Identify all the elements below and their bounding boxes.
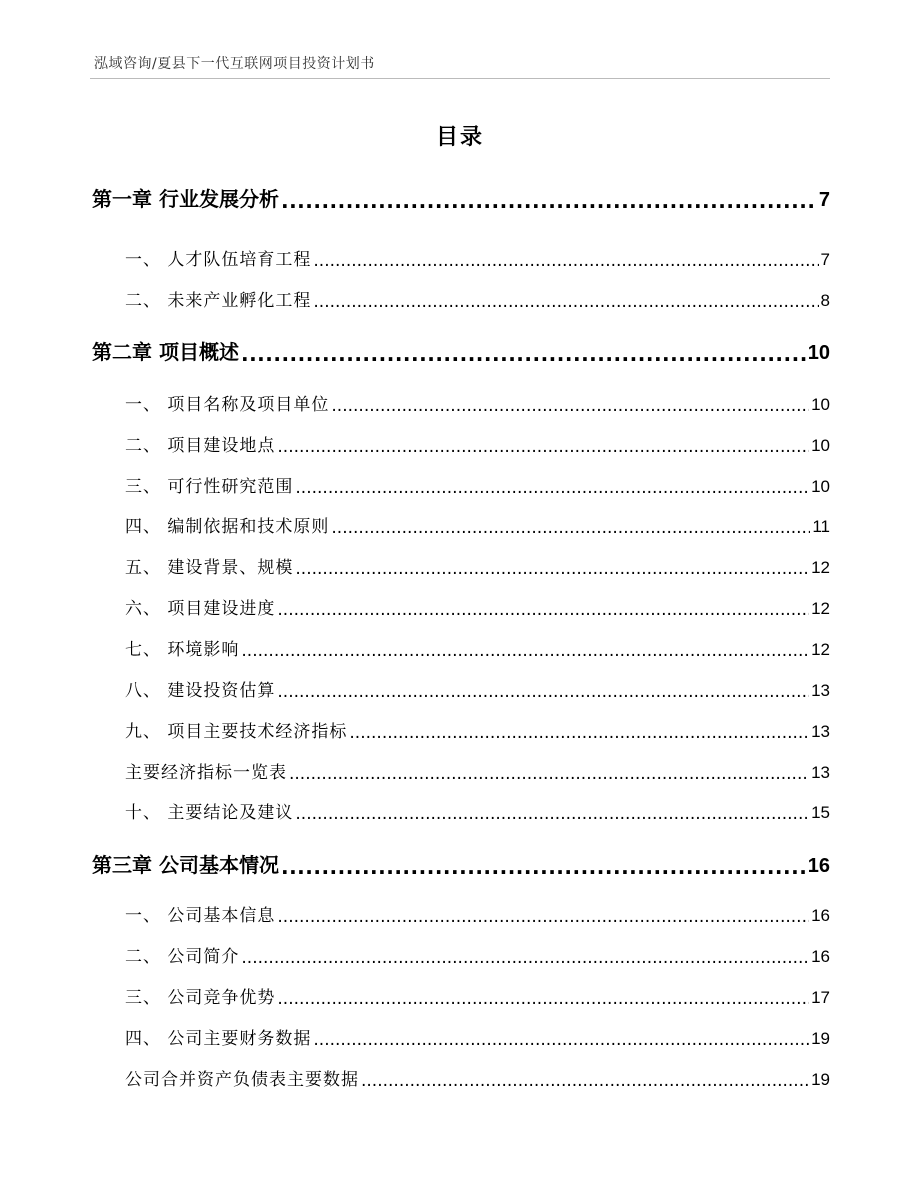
toc-section[interactable] — [125, 901, 830, 926]
toc-entry-label: 三、 公司竞争优势 — [125, 988, 276, 1008]
toc-entry-label: 二、 未来产业孵化工程 — [125, 291, 312, 311]
toc-entry-label: 一、 人才队伍培育工程 — [125, 250, 312, 270]
toc-section[interactable] — [125, 717, 830, 742]
toc-entry-label: 八、 建设投资估算 — [125, 681, 276, 701]
toc-section[interactable] — [125, 512, 830, 537]
toc-entry-page: 16 — [807, 855, 830, 877]
toc-entry-page: 12 — [811, 558, 830, 577]
toc-section[interactable] — [125, 798, 830, 823]
toc-entry-page: 16 — [811, 906, 830, 925]
toc-entry-label: 一、 项目名称及项目单位 — [125, 395, 330, 415]
toc-section[interactable] — [125, 431, 830, 456]
dot-leader — [313, 1028, 809, 1045]
dot-leader — [241, 946, 809, 963]
dot-leader — [281, 854, 806, 874]
toc-entry-label: 四、 公司主要财务数据 — [125, 1029, 312, 1049]
dot-leader — [295, 557, 809, 574]
dot-leader — [313, 249, 818, 266]
toc-section[interactable] — [125, 983, 830, 1008]
dot-leader — [277, 987, 809, 1004]
dot-leader — [277, 598, 809, 615]
toc-entry-page: 12 — [811, 640, 830, 659]
toc-entry-label: 五、 建设背景、规模 — [125, 558, 294, 578]
toc-entry-page: 19 — [811, 1029, 830, 1048]
toc-section[interactable] — [125, 635, 830, 660]
toc-entry-label: 公司合并资产负债表主要数据 — [125, 1070, 359, 1090]
toc-entry-label: 第二章 项目概述 — [92, 340, 239, 364]
toc-title: 目录 — [435, 125, 484, 150]
toc-entry-label: 一、 公司基本信息 — [125, 906, 276, 926]
toc-entry-label: 七、 环境影响 — [125, 640, 240, 660]
toc-entry-label: 四、 编制依据和技术原则 — [125, 517, 330, 537]
dot-leader — [349, 721, 809, 738]
dot-leader — [295, 802, 809, 819]
dot-leader — [241, 341, 806, 361]
toc-section[interactable] — [125, 1065, 830, 1090]
toc-section[interactable] — [125, 1024, 830, 1049]
dot-leader — [331, 516, 810, 533]
toc-entry-page: 7 — [818, 189, 830, 211]
dot-leader — [289, 762, 809, 779]
toc-entry-page: 10 — [811, 436, 830, 455]
dot-leader — [281, 188, 817, 208]
toc-section[interactable] — [125, 472, 830, 497]
toc-entry-label: 十、 主要结论及建议 — [125, 803, 294, 823]
toc-entry-page: 16 — [811, 947, 830, 966]
toc-entry-label: 九、 项目主要技术经济指标 — [125, 722, 348, 742]
dot-leader — [277, 435, 809, 452]
toc-entry-page: 13 — [811, 722, 830, 741]
toc-entry-page: 13 — [811, 681, 830, 700]
toc-entry-page: 12 — [811, 599, 830, 618]
toc-entry-page: 15 — [811, 803, 830, 822]
toc-entry-label: 主要经济指标一览表 — [125, 763, 287, 783]
toc-entry-label: 六、 项目建设进度 — [125, 599, 276, 619]
dot-leader — [331, 394, 809, 411]
toc-entry-page: 8 — [820, 291, 830, 310]
toc-entry-page: 13 — [811, 763, 830, 782]
toc-section[interactable] — [125, 942, 830, 967]
dot-leader — [277, 680, 809, 697]
toc-entry-page: 10 — [811, 395, 830, 414]
dot-leader — [313, 290, 818, 307]
toc-entry-label: 第三章 公司基本情况 — [92, 853, 279, 877]
toc-entry-label: 三、 可行性研究范围 — [125, 477, 294, 497]
toc-section[interactable] — [125, 245, 830, 270]
toc-entry-page: 11 — [812, 517, 830, 536]
toc-chapter-2[interactable] — [92, 336, 830, 365]
running-header: 泓域咨询/夏县下一代互联网项目投资计划书 — [94, 56, 375, 72]
toc-chapter-3[interactable] — [92, 849, 830, 878]
toc-entry-label: 第一章 行业发展分析 — [92, 187, 279, 211]
header-divider — [90, 78, 830, 79]
toc-entry-page: 10 — [807, 342, 830, 364]
dot-leader — [277, 905, 809, 922]
toc-section[interactable] — [125, 594, 830, 619]
toc-section[interactable] — [125, 758, 830, 783]
toc-entry-page: 19 — [811, 1070, 830, 1089]
toc-entry-label: 二、 项目建设地点 — [125, 436, 276, 456]
dot-leader — [295, 476, 809, 493]
dot-leader — [241, 639, 809, 656]
toc-section[interactable] — [125, 676, 830, 701]
dot-leader — [361, 1069, 809, 1086]
toc-section[interactable] — [125, 390, 830, 415]
toc-section[interactable] — [125, 553, 830, 578]
toc-entry-page: 7 — [820, 250, 830, 269]
toc-entry-page: 17 — [811, 988, 830, 1007]
toc-entry-page: 10 — [811, 477, 830, 496]
toc-chapter-1[interactable] — [92, 183, 830, 212]
toc-section[interactable] — [125, 286, 830, 311]
toc-entry-label: 二、 公司简介 — [125, 947, 240, 967]
